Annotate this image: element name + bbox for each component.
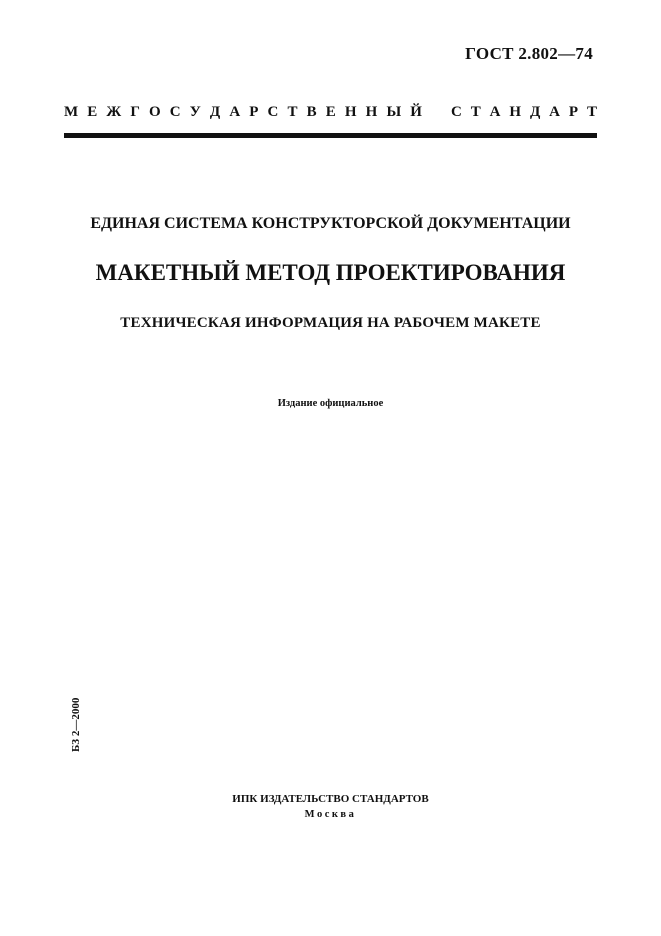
standard-type-heading bbox=[64, 104, 597, 121]
standard-type-word-standard bbox=[451, 104, 597, 121]
publisher-name: ИПК ИЗДАТЕЛЬСТВО СТАНДАРТОВ bbox=[232, 793, 429, 805]
letter: Н bbox=[509, 104, 522, 120]
letter: Т bbox=[470, 104, 481, 120]
letter: Р bbox=[249, 104, 259, 120]
letter: Ы bbox=[386, 104, 402, 120]
letter: Е bbox=[325, 104, 336, 120]
letter: Т bbox=[586, 104, 597, 120]
letter: М bbox=[64, 104, 79, 120]
header-divider-rule bbox=[64, 133, 597, 138]
letter: А bbox=[229, 104, 241, 120]
letter: Г bbox=[130, 104, 140, 120]
letter: Д bbox=[209, 104, 221, 120]
side-code: БЗ 2—2000 bbox=[70, 697, 82, 752]
letter: Ж bbox=[106, 104, 122, 120]
letter: А bbox=[489, 104, 501, 120]
letter: С bbox=[169, 104, 181, 120]
letter: Т bbox=[287, 104, 298, 120]
letter: У bbox=[189, 104, 201, 120]
document-title: МАКЕТНЫЙ МЕТОД ПРОЕКТИРОВАНИЯ bbox=[95, 260, 566, 285]
system-title: ЕДИНАЯ СИСТЕМА КОНСТРУКТОРСКОЙ ДОКУМЕНТАЦИИ bbox=[90, 215, 571, 232]
edition-note: Издание официальное bbox=[277, 398, 384, 409]
letter: А bbox=[549, 104, 560, 120]
letter: О bbox=[149, 104, 161, 120]
letter: С bbox=[451, 104, 462, 120]
publisher-city: Москва bbox=[304, 809, 357, 820]
standard-type-word-interstate bbox=[64, 104, 422, 121]
letter: Д bbox=[529, 104, 541, 120]
letter: Н bbox=[344, 104, 357, 120]
letter: В bbox=[306, 104, 317, 120]
gost-number: ГОСТ 2.802—74 bbox=[465, 44, 593, 63]
letter: Р bbox=[568, 104, 579, 120]
letter: Н bbox=[365, 104, 378, 120]
letter: Е bbox=[87, 104, 98, 120]
document-subtitle: ТЕХНИЧЕСКАЯ ИНФОРМАЦИЯ НА РАБОЧЕМ МАКЕТЕ bbox=[120, 315, 541, 331]
letter: Й bbox=[410, 104, 422, 120]
letter: С bbox=[267, 104, 279, 120]
